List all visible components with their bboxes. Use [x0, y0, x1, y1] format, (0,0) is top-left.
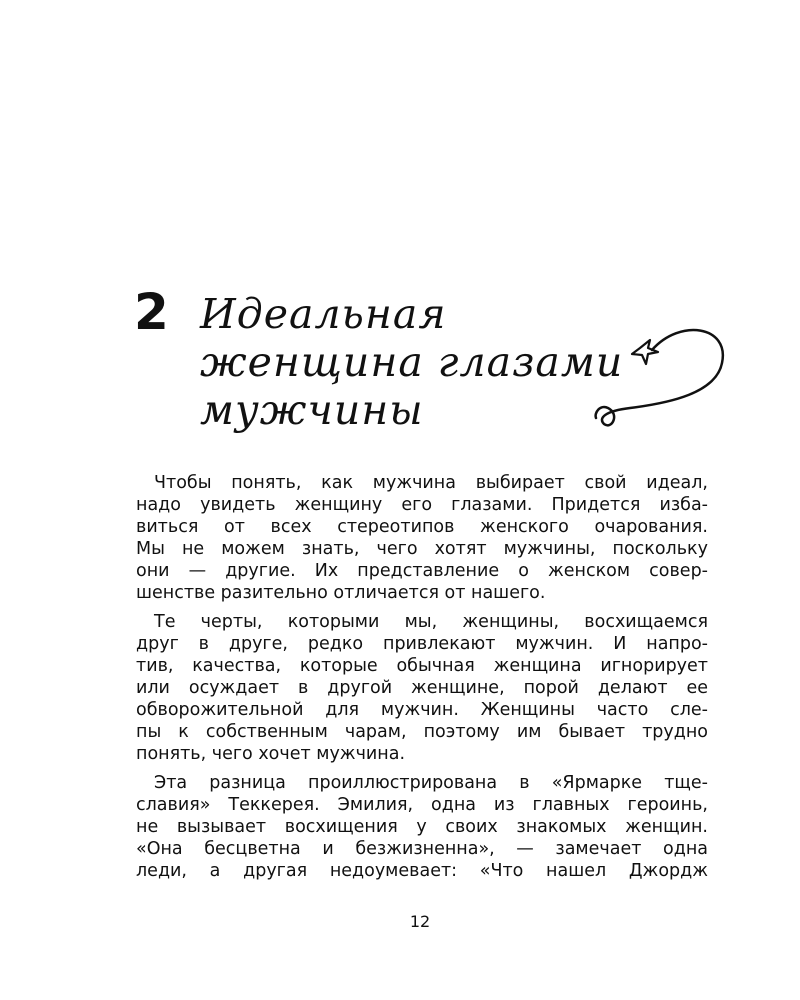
text-line: Мы не можем знать, чего хотят мужчины, поскольку [136, 539, 708, 559]
text-line: не вызывает восхищения у своих знакомых женщин. [136, 817, 708, 837]
text-line: понять, чего хочет мужчина. [136, 744, 406, 764]
paragraph [136, 772, 708, 882]
text-line: виться от всех стереотипов женского очарования. [136, 517, 708, 537]
text-line: Эта разница проиллюстрирована в «Ярмарке тще- [154, 773, 708, 793]
text-line: «Она бесцветна и безжизненна», — замечает одна [136, 839, 708, 859]
chapter-number: 2 [134, 283, 169, 341]
body-text [136, 472, 708, 889]
chapter-title [200, 290, 640, 434]
decorative-flourish-icon [590, 318, 730, 428]
paragraph [136, 472, 708, 604]
chapter-title-line: женщина глазами [200, 338, 624, 386]
text-line: обворожительной для мужчин. Женщины часто сле- [136, 700, 708, 720]
text-line: Чтобы понять, как мужчина выбирает свой идеал, [154, 473, 708, 493]
text-line: надо увидеть женщину его глазами. Придется изба- [136, 495, 708, 515]
text-line: друг в друге, редко привлекают мужчин. И напро- [136, 634, 708, 654]
text-line: тив, качества, которые обычная женщина игнорирует [136, 656, 708, 676]
text-line: Те черты, которыми мы, женщины, восхищаемся [154, 612, 708, 632]
page-number: 12 [409, 912, 431, 931]
text-line: славия» Теккерея. Эмилия, одна из главных героинь, [136, 795, 708, 815]
text-line: шенстве разительно отличается от нашего. [136, 583, 546, 603]
text-line: они — другие. Их представление о женском совер- [136, 561, 708, 581]
chapter-title-line: мужчины [200, 386, 424, 434]
text-line: или осуждает в другой женщине, порой делают ее [136, 678, 708, 698]
paragraph [136, 611, 708, 765]
chapter-title-line: Идеальная [200, 290, 447, 338]
text-line: леди, а другая недоумевает: «Что нашел Джордж [136, 861, 708, 881]
text-line: пы к собственным чарам, поэтому им бывает трудно [136, 722, 708, 742]
